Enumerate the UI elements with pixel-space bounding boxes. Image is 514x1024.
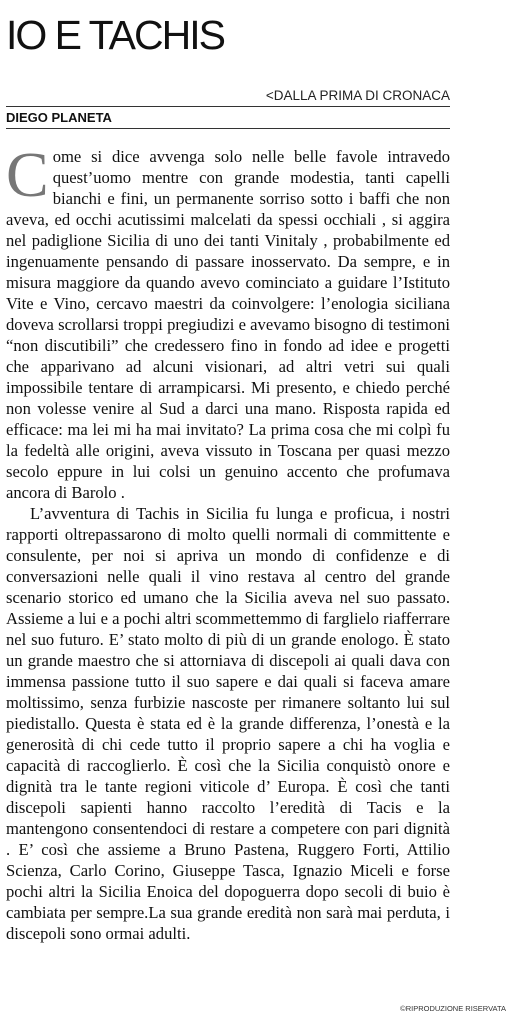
author-byline: DIEGO PLANETA [6,110,112,125]
paragraph-1-text: ome si dice avvenga solo nelle belle favole intravedo quest’uomo mentre con grande modestia, tanti capelli bianchi e fini, un permanente sorriso sotto i baffi che non aveva, ed occhi acutissimi malcelati da spessi occhiali , si aggira nel padiglione Sicilia di uno dei tanti Vinitaly , probabilmente ed ingenuamente pensando di passare inosservato. Da sempre, e in misura maggiore da quando avevo cominciato a guidare l’Istituto Vite e Vino, cercavo maestri da coinvolgere: l’enologia siciliana doveva scrollarsi troppi pregiudizi e avevamo bisogno di testimoni “non discutibili” che credessero fino in fondo ad idee e progetti che apparivano ad alcuni visionari, ad altri vetri sui quali impossibile tentare di arrampicarsi. Mi presento, e chiedo perché non volesse venire al Sud a darci una mano. Risposta rapida ed efficace: ma lei mi ha mai invitato? La prima cosa che mi colpì fu la fedeltà alle origini, aveva vissuto in Toscana per quasi mezzo secolo eppure in lui colsi un genuino accento che profumava ancora di Barolo . [6,147,450,502]
byline-rule [6,128,450,129]
article-body [6,139,450,944]
article-paragraph-1 [6,139,450,503]
copyright-notice: ©RIPRODUZIONE RISERVATA [400,1004,506,1013]
drop-cap: C [6,139,49,210]
article-title: IO E TACHIS [6,12,224,58]
header-rule [6,106,450,107]
article-paragraph-2: L’avventura di Tachis in Sicilia fu lunga e proficua, i nostri rapporti oltrepassarono di molto quelli normali di committente e consulente, per noi si apriva un mondo di confidenze e di conversazioni nelle quali il vino restava al centro del grande scenario storico ed umano che la Sicilia aveva nel suo passato. Assieme a lui e a pochi altri scommettemmo di farglielo riafferrare nel suo futuro. E’ stato molto di più di un grande enologo. È stato un grande maestro che si attorniava di discepoli ai quali dava con immensa passione tutto il suo sapere e dai quali si faceva amare moltissimo, senza furbizie nascoste per rimanere soltanto lui sul piedistallo. Questa è stata ed è la grande differenza, l’onestà e la generosità di chi cede tutto il proprio sapere a chi ha voglia e capacità di raccoglierlo. È così che la Sicilia conquistò onore e dignità tra le tante regioni viticole d’ Europa. È così che tanti discepoli sapienti hanno raccolto l’eredità di Tacis e la mantengono consentendoci di restare a competere con pari dignità . E’ così che assieme a Bruno Pastena, Ruggero Forti, Attilio Scienza, Carlo Corino, Giuseppe Tasca, Ignazio Miceli e forse pochi altri la Sicilia Enoica del dopoguerra dopo secoli di buio è cambiata per sempre.La sua grande eredità non sarà mai perduta, i discepoli sono ormai adulti. [6,504,450,943]
section-kicker: <DALLA PRIMA DI CRONACA [265,88,450,103]
